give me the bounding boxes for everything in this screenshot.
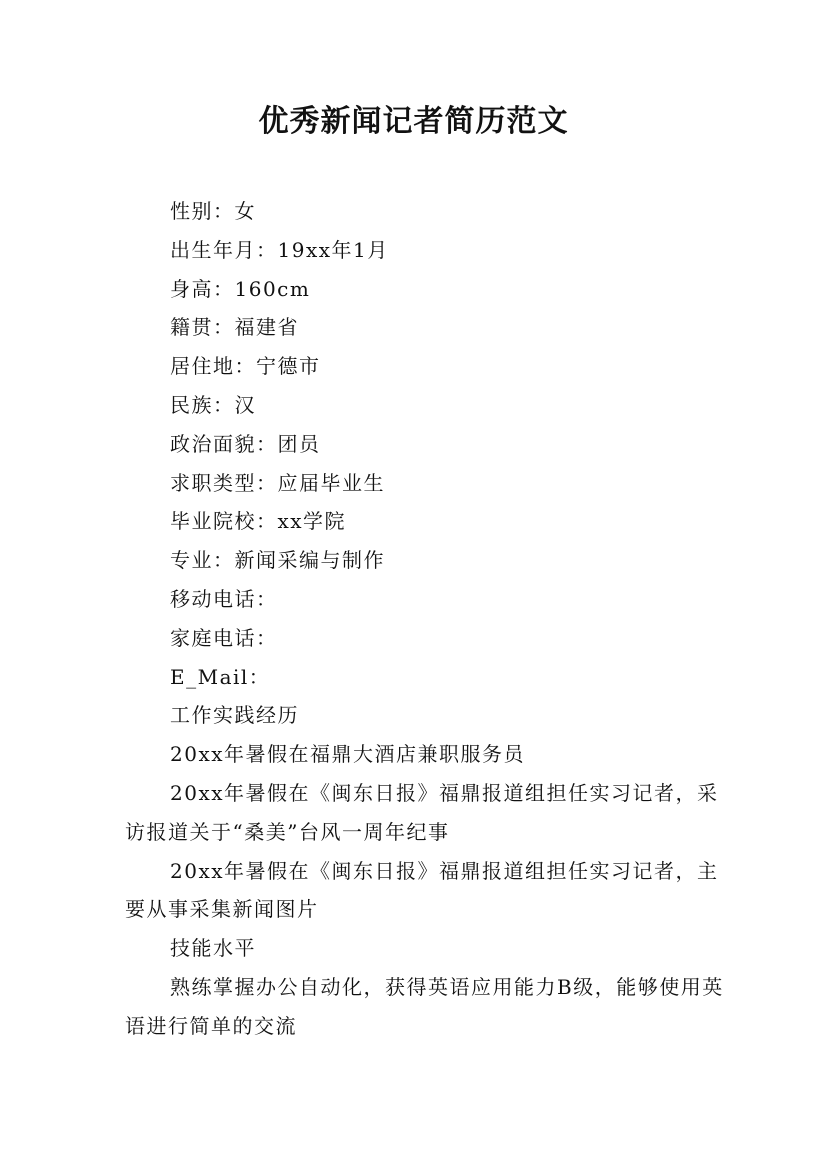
paragraph-job-type: 求职类型：应届毕业生 — [170, 470, 385, 495]
paragraph-school: 毕业院校：xx学院 — [170, 509, 347, 534]
document-title: 优秀新闻记者简历范文 — [258, 104, 569, 139]
paragraph-mobile-phone: 移动电话： — [170, 586, 278, 611]
paragraph-height: 身高：160cm — [170, 276, 311, 301]
paragraph-ethnicity: 民族：汉 — [170, 392, 256, 417]
paragraph-experience-3: 20xx年暑假在《闽东日报》福鼎报道组担任实习记者，主要从事采集新闻图片 — [125, 858, 719, 922]
paragraph-native-place: 籍贯：福建省 — [170, 315, 299, 340]
paragraph-email: E_Mail： — [170, 664, 271, 689]
paragraph-residence: 居住地：宁德市 — [170, 354, 321, 379]
paragraph-experience-2: 20xx年暑假在《闽东日报》福鼎报道组担任实习记者，采访报道关于“桑美”台风一周年纪事 — [125, 780, 719, 844]
paragraph-major: 专业：新闻采编与制作 — [170, 548, 385, 573]
paragraph-skills: 熟练掌握办公自动化，获得英语应用能力B级，能够使用英语进行简单的交流 — [125, 974, 724, 1038]
section-heading-work-experience: 工作实践经历 — [170, 703, 299, 728]
paragraph-experience-1: 20xx年暑假在福鼎大酒店兼职服务员 — [170, 742, 526, 767]
paragraph-home-phone: 家庭电话： — [170, 625, 278, 650]
section-heading-skills: 技能水平 — [170, 936, 256, 961]
paragraph-gender: 性别：女 — [170, 199, 256, 223]
paragraph-birth-date: 出生年月：19xx年1月 — [170, 237, 389, 262]
paragraph-political-status: 政治面貌：团员 — [170, 431, 321, 456]
document-body — [125, 192, 725, 1046]
